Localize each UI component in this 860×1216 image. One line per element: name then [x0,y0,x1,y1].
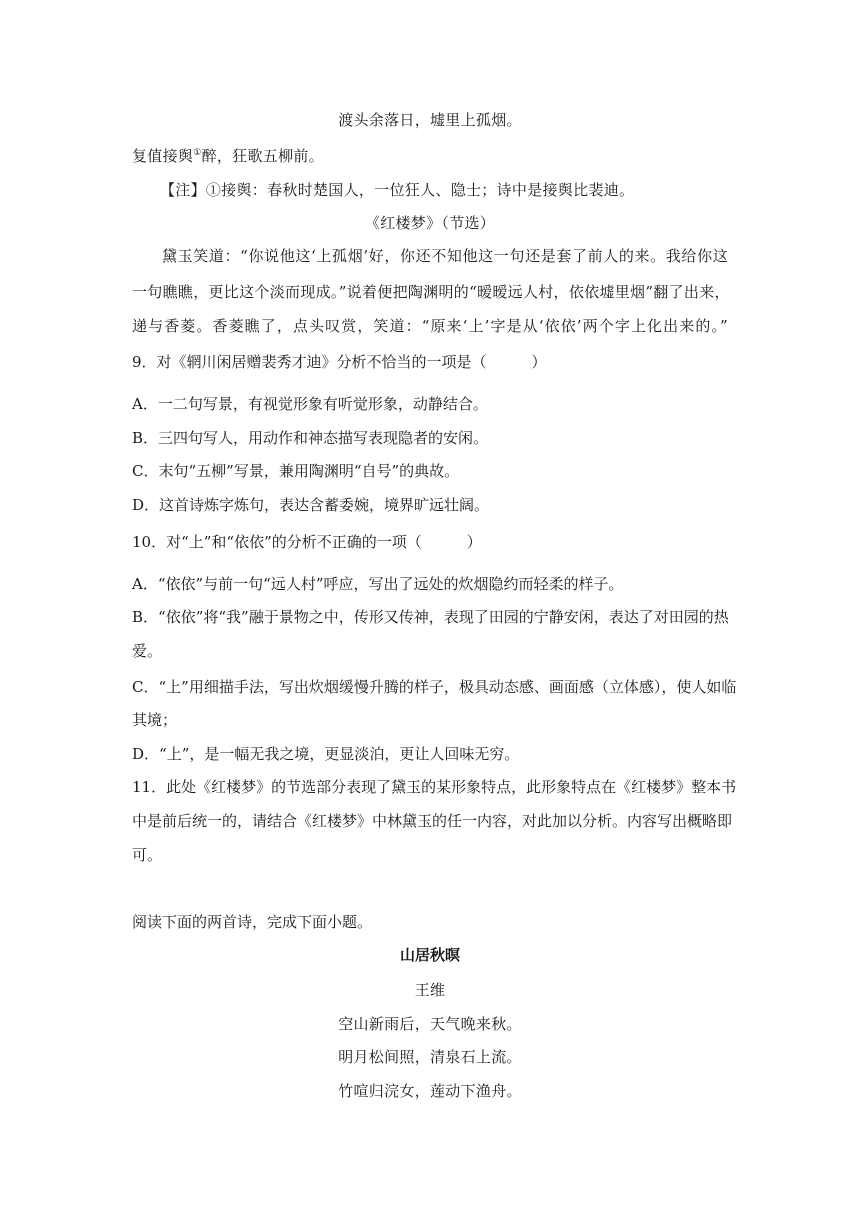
poem-author: 王维 [414,981,446,999]
question-10-option-a: A．“依依”与前一句“远人村”呼应，写出了远处的炊烟隐约而轻柔的样子。 [132,575,624,593]
reading-intro: 阅读下面的两首诗，完成下面小题。 [132,913,373,931]
footnote-marker: ① [193,148,202,158]
question-10-stem: 10．对“上”和“依依”的分析不正确的一项（ ） [132,533,482,551]
question-10-option-b-cont: 爱。 [132,642,163,660]
question-9-stem: 9．对《辋川闲居赠裴秀才迪》分析不恰当的一项是（ ） [132,353,547,371]
question-11-text: 中是前后统一的，请结合《红楼梦》中林黛玉的任一内容，对此加以分析。内容写出概略即 [132,812,733,830]
poem-line-text: 复值接舆 [132,147,194,165]
question-9-option-c: C．末句“五柳”写景，兼用陶渊明“自号”的典故。 [132,462,460,480]
question-10-option-d: D．“上”，是一幅无我之境，更显淡泊，更让人回味无穷。 [132,745,520,763]
question-11-text: 可。 [132,846,163,864]
question-9-option-a: A．一二句写景，有视觉形象有听觉形象，动静结合。 [132,395,488,413]
question-10-option-c-cont: 其境； [132,711,178,729]
poem-note: 【注】①接舆：春秋时楚国人，一位狂人、隐士；诗中是接舆比裴迪。 [160,181,635,199]
excerpt-paragraph: 递与香菱。香菱瞧了，点头叹赏，笑道：“原来‘上’字是从‘依依’两个字上化出来的。” [132,317,728,335]
poem-title: 山居秋暝 [399,946,460,964]
poem-line: 空山新雨后，天气晚来秋。 [338,1015,522,1033]
excerpt-paragraph [132,246,728,266]
question-10-option-b: B．“依依”将“我”融于景物之中，传形又传神，表现了田园的宁静安闲，表达了对田园的热 [132,608,729,626]
excerpt-title: 《红楼梦》（节选） [364,214,496,232]
question-10-option-c: C．“上”用细描手法，写出炊烟缓慢升腾的样子，极具动态感、画面感（立体感），使人如临 [132,678,737,696]
poem-line [132,146,324,166]
poem-line: 竹喧归浣女，莲动下渔舟。 [338,1082,522,1100]
poem-line-text: 醉，狂歌五柳前。 [201,147,324,165]
excerpt-text: 黛玉笑道：“你说他这‘上孤烟’好，你还不知他这一句还是套了前人的来。我给你这 [162,247,728,265]
excerpt-paragraph: 一句瞧瞧，更比这个淡而现成。”说着便把陶渊明的“暧暧远人村，依依墟里烟”翻了出来， [132,283,730,301]
question-9-option-b: B．三四句写人，用动作和神态描写表现隐者的安闲。 [132,429,489,447]
question-11-text: 11．此处《红楼梦》的节选部分表现了黛玉的某形象特点，此形象特点在《红楼梦》整本书 [132,778,737,796]
poem-line: 明月松间照，清泉石上流。 [338,1048,522,1066]
question-9-option-d: D．这首诗炼字炼句，表达含蓄委婉，境界旷远壮阔。 [132,496,490,514]
poem-line: 渡头余落日，墟里上孤烟。 [338,111,522,129]
